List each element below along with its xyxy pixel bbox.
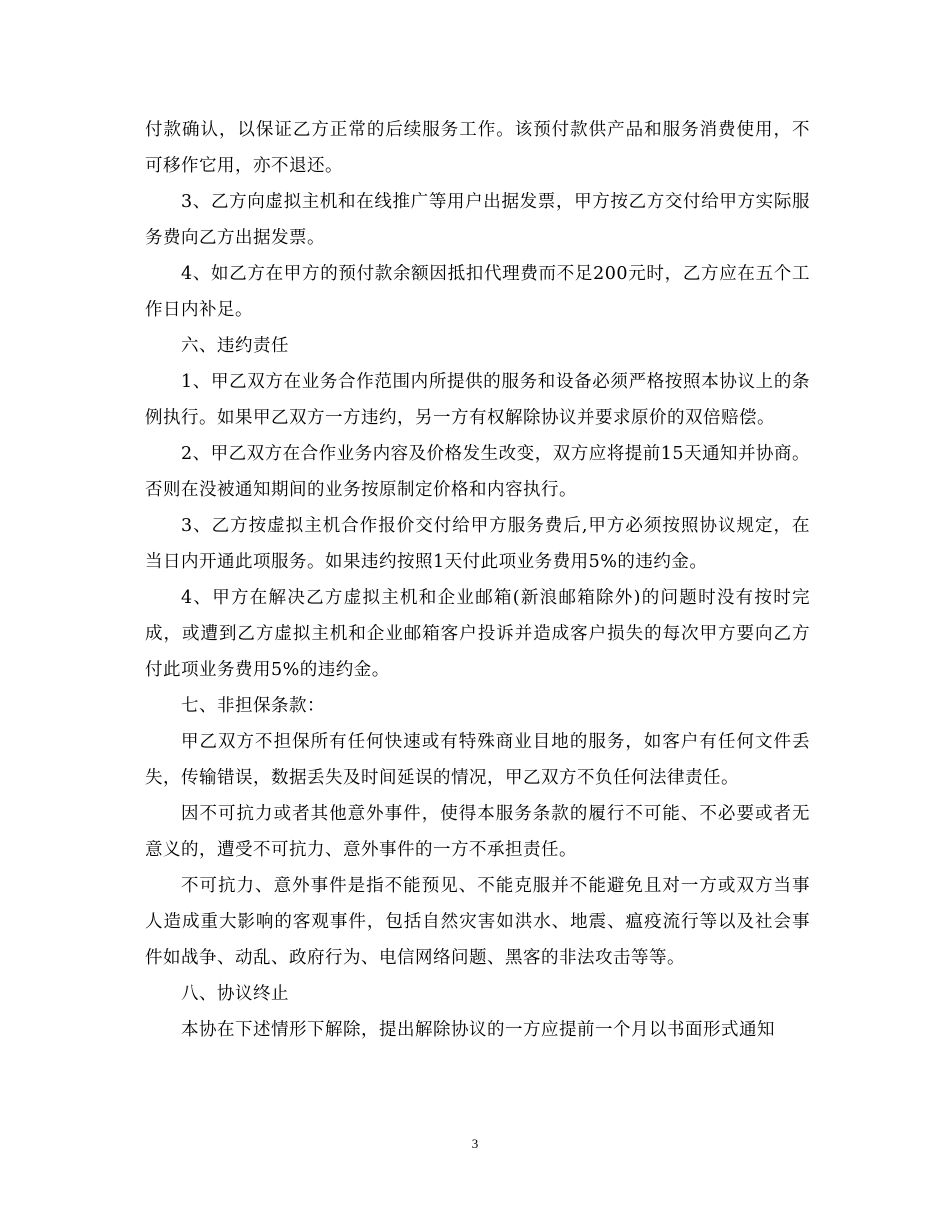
paragraph: 3、乙方按虚拟主机合作报价交付给甲方服务费后,甲方必须按照协议规定，在当日内开通此项服务。如果违约按照1天付此项业务费用5%的违约金。 xyxy=(145,516,810,572)
paragraph: 不可抗力、意外事件是指不能预见、不能克服并不能避免且对一方或双方当事人造成重大影响的客观事件，包括自然灾害如洪水、地震、瘟疫流行等以及社会事件如战争、动乱、政府行为、电信网络问题、黑客的非法攻击等等。 xyxy=(145,876,810,968)
paragraph: 付款确认，以保证乙方正常的后续服务工作。该预付款供产品和服务消费使用，不可移作它用，亦不退还。 xyxy=(145,120,810,176)
paragraph: 2、甲乙双方在合作业务内容及价格发生改变，双方应将提前15天通知并协商。否则在没被通知期间的业务按原制定价格和内容执行。 xyxy=(145,444,810,500)
paragraph: 因不可抗力或者其他意外事件，使得本服务条款的履行不可能、不必要或者无意义的，遭受不可抗力、意外事件的一方不承担责任。 xyxy=(145,804,810,860)
paragraph: 1、甲乙双方在业务合作范围内所提供的服务和设备必须严格按照本协议上的条例执行。如果甲乙双方一方违约，另一方有权解除协议并要求原价的双倍赔偿。 xyxy=(145,372,810,428)
paragraph: 本协在下述情形下解除，提出解除协议的一方应提前一个月以书面形式通知 xyxy=(181,1020,775,1040)
paragraph: 3、乙方向虚拟主机和在线推广等用户出据发票，甲方按乙方交付给甲方实际服务费向乙方出据发票。 xyxy=(145,192,810,248)
section-heading: 六、违约责任 xyxy=(181,336,289,356)
paragraph: 4、甲方在解决乙方虚拟主机和企业邮箱(新浪邮箱除外)的问题时没有按时完成，或遭到乙方虚拟主机和企业邮箱客户投诉并造成客户损失的每次甲方要向乙方付此项业务费用5%的违约金。 xyxy=(145,588,810,680)
paragraph: 甲乙双方不担保所有任何快速或有特殊商业目地的服务，如客户有任何文件丢失，传输错误，数据丢失及时间延误的情况，甲乙双方不负任何法律责任。 xyxy=(145,732,810,788)
page-number: 3 xyxy=(471,1136,479,1151)
section-heading: 七、非担保条款： xyxy=(181,696,325,716)
document-body xyxy=(145,112,810,1048)
paragraph: 4、如乙方在甲方的预付款余额因抵扣代理费而不足200元时，乙方应在五个工作日内补足。 xyxy=(145,264,810,320)
section-heading: 八、协议终止 xyxy=(181,984,289,1004)
